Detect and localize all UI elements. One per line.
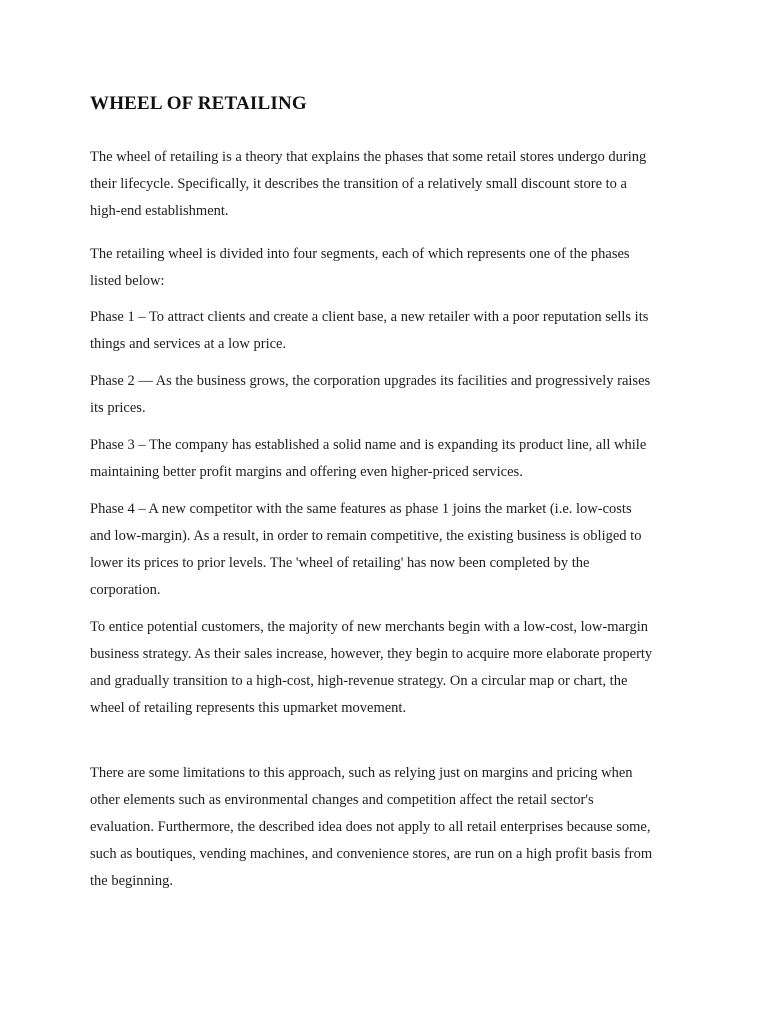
text-line: listed below: bbox=[90, 273, 165, 289]
entice-paragraph bbox=[90, 614, 680, 722]
text-line: business strategy. As their sales increase, however, they begin to acquire more elaborate property bbox=[90, 646, 653, 662]
document-title: WHEEL OF RETAILING bbox=[90, 93, 307, 114]
text-line: evaluation. Furthermore, the described idea does not apply to all retail enterprises because some, bbox=[90, 819, 651, 835]
segments-paragraph bbox=[90, 241, 680, 295]
text-line: Phase 2 — As the business grows, the corporation upgrades its facilities and progressively raises bbox=[90, 373, 651, 389]
text-line: things and services at a low price. bbox=[90, 336, 287, 352]
text-line: Phase 4 – A new competitor with the same features as phase 1 joins the market (i.e. low-costs bbox=[90, 501, 632, 517]
phase-1-paragraph bbox=[90, 304, 680, 358]
phase-4-paragraph bbox=[90, 496, 680, 604]
text-line: wheel of retailing represents this upmarket movement. bbox=[90, 700, 407, 716]
text-line: and gradually transition to a high-cost, high-revenue strategy. On a circular map or chart, the bbox=[90, 673, 628, 689]
text-line: There are some limitations to this approach, such as relying just on margins and pricing when bbox=[90, 765, 633, 781]
text-line: its prices. bbox=[90, 400, 146, 416]
phase-2-paragraph bbox=[90, 368, 680, 422]
text-line: corporation. bbox=[90, 582, 161, 598]
text-line: To entice potential customers, the majority of new merchants begin with a low-cost, low-margin bbox=[90, 619, 649, 635]
text-line: high-end establishment. bbox=[90, 203, 229, 219]
text-line: their lifecycle. Specifically, it describes the transition of a relatively small discount store to a bbox=[90, 176, 627, 192]
limitations-paragraph bbox=[90, 760, 680, 895]
text-line: The wheel of retailing is a theory that explains the phases that some retail stores undergo during bbox=[90, 149, 647, 165]
text-line: and low-margin). As a result, in order to remain competitive, the existing business is obliged to bbox=[90, 528, 642, 544]
text-line: Phase 1 – To attract clients and create a client base, a new retailer with a poor reputation sells its bbox=[90, 309, 649, 325]
text-line: other elements such as environmental changes and competition affect the retail sector's bbox=[90, 792, 594, 808]
text-line: maintaining better profit margins and offering even higher-priced services. bbox=[90, 464, 523, 480]
text-line: such as boutiques, vending machines, and convenience stores, are run on a high profit basis from bbox=[90, 846, 653, 862]
text-line: Phase 3 – The company has established a solid name and is expanding its product line, all while bbox=[90, 437, 647, 453]
text-line: the beginning. bbox=[90, 873, 173, 889]
text-line: lower its prices to prior levels. The 'wheel of retailing' has now been completed by the bbox=[90, 555, 590, 571]
phase-3-paragraph bbox=[90, 432, 680, 486]
text-line: The retailing wheel is divided into four segments, each of which represents one of the phases bbox=[90, 246, 630, 262]
intro-paragraph bbox=[90, 144, 680, 225]
